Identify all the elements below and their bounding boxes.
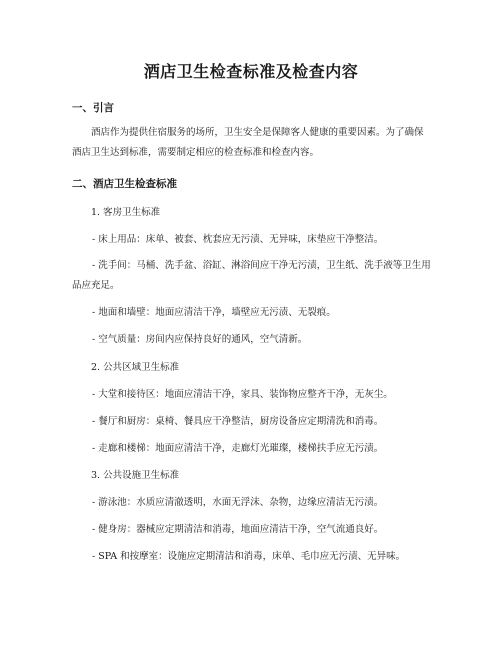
- list-item: - 地面和墙壁：地面应清洁干净，墙壁应无污渍、无裂痕。: [92, 307, 336, 318]
- section-heading-standards: 二、酒店卫生检查标准: [72, 178, 177, 190]
- list-item: - 空气质量：房间内应保持良好的通风，空气清新。: [92, 334, 308, 345]
- list-item: - 餐厅和厨房：桌椅、餐具应干净整洁，厨房设备应定期清洗和消毒。: [92, 416, 384, 427]
- list-item: - SPA 和按摩室：设施应定期清洁和消毒，床单、毛巾应无污渍、无异味。: [92, 551, 406, 562]
- list-item: - 大堂和接待区：地面应清洁干净，家具、装饰物应整齐干净，无灰尘。: [92, 389, 393, 400]
- list-item: - 床上用品：床单、被套、枕套应无污渍、无异味，床垫应干净整洁。: [92, 234, 384, 245]
- list-item: - 洗手间：马桶、洗手盆、浴缸、淋浴间应干净无污渍，卫生纸、洗手液等卫生用品应充足。: [72, 260, 431, 291]
- document-title: 酒店卫生检查标准及检查内容: [143, 62, 359, 81]
- group-label-public-facilities: 3. 公共设施卫生标准: [91, 470, 180, 481]
- section-heading-introduction: 一、引言: [72, 102, 114, 114]
- list-item: - 健身房：器械应定期清洁和消毒，地面应清洁干净，空气流通良好。: [92, 524, 384, 535]
- group-label-public-area: 2. 公共区域卫生标准: [91, 362, 180, 373]
- group-label-guest-room: 1. 客房卫生标准: [91, 207, 161, 218]
- list-item: - 走廊和楼梯：地面应清洁干净，走廊灯光璀璨，楼梯扶手应无污渍。: [92, 443, 384, 454]
- introduction-paragraph: 酒店作为提供住宿服务的场所，卫生安全是保障客人健康的重要因素。为了确保酒店卫生达到标准，需要制定相应的检查标准和检查内容。: [72, 127, 424, 158]
- list-item: - 游泳池：水质应清澈透明，水面无浮沫、杂物，边缘应清洁无污渍。: [92, 497, 384, 508]
